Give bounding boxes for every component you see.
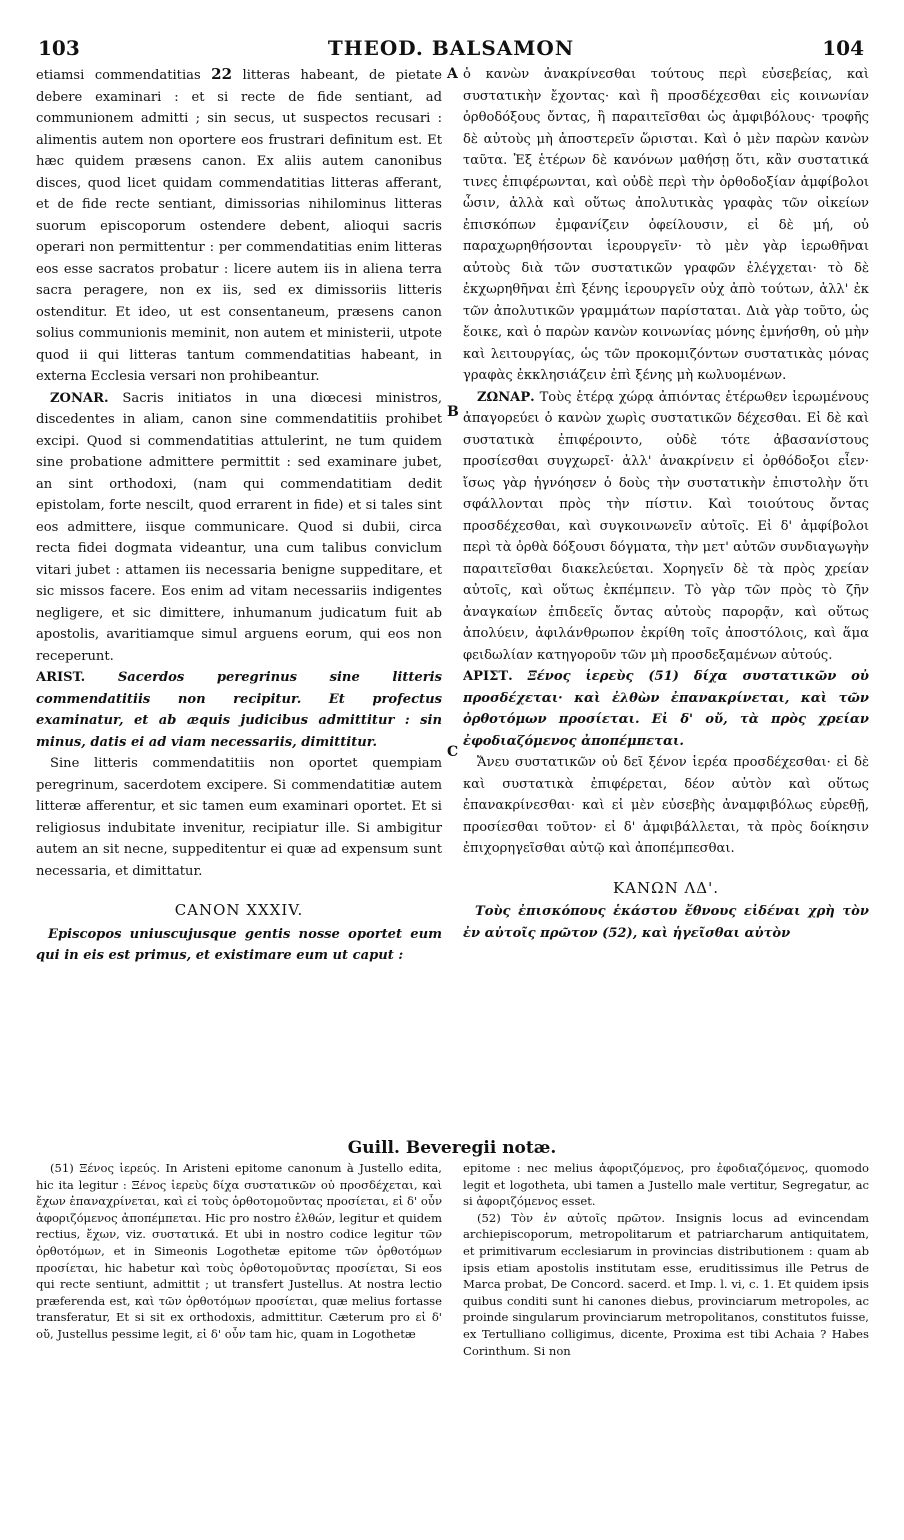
arist-label-greek: ΑΡΙΣΤ. [463, 669, 513, 684]
canon-text-greek: Τοὺς ἐπισκόπους ἑκάστου ἔθνους εἰδέναι χρὴ τὸν ἐν αὐτοῖς πρῶτον (52), καὶ ἡγεῖσθαι αὐτὸν [463, 904, 869, 941]
page-header [38, 36, 864, 60]
latin-paragraph-1: etiamsi commendatitias 22 litteras habeant, de pietate debere examinari : et si recte de fide sentiant, ad communionem admitti ; sin secus, ut suspectos recusari : alimentis autem non oportere eos frustrari definitum est. Et hæc quidem præsens canon. Ex aliis autem canonibus disces, quod licet quidam commendatitias litteras afferant, et de fide recte sentiant, dimissorias nihilominus litteras suorum episcoporum ostendere debent, alioqui sacris operari non permittentur : per commendatitias enim litteras eos esse sacratos probatur : licere autem iis in aliena terra sacra peragere, non ex iis, sed ex dimissoriis litteris ostenditur. Et ideo, ut est consentaneum, præsens canon solius communionis meminit, non autem et ministerii, utpote quod ii qui litteras tantum commendatitias habeant, in externa Ecclesia versari non prohibeantur. [36, 65, 442, 384]
zonar-label-greek: ΖΩΝΑΡ. [477, 389, 535, 405]
margin-letter-c: C [447, 744, 459, 760]
zonar-label: ZONAR. [50, 390, 109, 406]
greek-column [463, 64, 869, 1136]
canon-title-greek: ΚΑΝΩΝ ΛΔ'. [612, 878, 720, 897]
greek-arist-paragraph: ΑΡΙΣΤ. Ξένος ἱερεὺς (51) δίχα συστατικῶν οὐ προσδέχεται· καὶ ἐλθὼν ἐπανακρίνεται, καὶ τῶν ὀρθοτόμων προσίεται. Εἰ δ' οὔ, τὰ πρὸς χρείαν ἐφοδιαζόμενος ἀποπέμπεται. [463, 669, 869, 749]
greek-paragraph-1: ὁ κανὼν ἀνακρίνεσθαι τούτους περὶ εὐσεβείας, καὶ συστατικὴν ἔχοντας· καὶ ἢ προσδέχεσθαι εἰς κοινωνίαν ὀρθοδόξους ὄντας, ἢ παραιτεῖσθαι ὡς ἀμφιβόλους· τροφῆς δὲ αὐτοὺς μὴ ἀποστερεῖν ὥρισται. Καὶ ὁ μὲν παρὼν κανὼν ταῦτα. Ἐξ ἑτέρων δὲ κανόνων μαθήσῃ ὅτι, κἂν συστατικά τινες ἐπιφέρωνται, καὶ οὐδὲ περὶ τὴν ὀρθοδοξίαν ἀμφίβολοι ὦσιν, ἀλλὰ καὶ οὕτως ἀπολυτικὰς γραφὰς τῶν οἰκείων ἐπισκόπων ἐμφανίζειν ὀφείλουσιν, εἰ δὲ μή, οὐ παραχωρηθήσονται ἱερουργεῖν· τὸ μὲν γὰρ ἱερωθῆναι αὐτοὺς διὰ τῶν συστατικῶν γραφῶν ἐλέγχεται· τὸ δὲ ἐκχωρηθῆναι ἐπὶ ξένης ἱερουργεῖν οὐχ ἀπὸ τούτων, ἀλλ' ἐκ τῶν ἀπολυτικῶν γραμμάτων παρίσταται. Διὰ γὰρ τοῦτο, ὡς ἔοικε, καὶ ὁ παρὼν κανὼν κοινωνίας μόνης ἐμνήσθη, οὐ μὴν καὶ λειτουργίας, ὡς τῶν προκομιζόντων συστατικὰς μόνας γραφὰς ἐκκλησιάζειν ἐπὶ ξένης μὴ κωλυομένων. [463, 67, 869, 383]
canon-title-latin: CANON XXXIV. [174, 901, 304, 919]
arist-label: ARIST. [36, 670, 86, 685]
latin-sine-paragraph: Sine litteris commendatitiis non oportet quempiam peregrinum, sacerdotem excipere. Si commendatitiæ autem litteræ afferentur, et sic tamen eum examinari oportet. Et si religiosus indubitate invenitur, recipiatur ille. Si ambigitur autem an sit necne, suppeditentur ei quæ ad expensum sunt necessaria, et dimittatur. [36, 756, 442, 879]
notes-left-column [36, 1160, 442, 1532]
inline-footnote-number: 22 [211, 65, 233, 83]
running-title: THEOD. BALSAMON [327, 36, 575, 60]
greek-zonar-paragraph: ΖΩΝΑΡ. Τοὺς ἑτέρᾳ χώρᾳ ἀπιόντας ἑτέρωθεν ἱερωμένους ἀπαγορεύει ὁ κανὼν χωρὶς συστατικῶν δέχεσθαι. Εἰ δὲ καὶ συστατικὰ ἐπιφέροιντο, οὐδὲ τότε ἀβασανίστους προσίεσθαι συγχωρεῖ· ἀλλ' ἀνακρίνειν εἰ ὀρθόδοξοι εἶεν· ἴσως γὰρ ἠγνόησεν ὁ δοὺς τὴν συστατικὴν ἐπιστολὴν ὅτι σφάλλονται πρὸς τὴν πίστιν. Καὶ τοιούτους ὄντας προσδέχεσθαι, καὶ συγκοινωνεῖν αὐτοῖς. Εἰ δ' ἀμφίβολοι περὶ τὰ ὀρθὰ δόξουσι δόγματα, τὴν μετ' αὐτῶν συνδιαγωγὴν παραιτεῖσθαι διακελεύεται. Χορηγεῖν δὲ τὰ πρὸς χρείαν αὐτοῖς, καὶ οὕτως ἐκπέμπειν. Τὸ γὰρ τῶν πρὸς τὸ ζῆν ἀναγκαίων ἐπιδεεῖς ὄντας αὐτοὺς παρορᾷν, καὶ οὕτως ἀπολύειν, ἀφιλάνθρωπον ἐκρίθη τοῖς ἀποστόλοις, καὶ ἅμα φειδωλίαν κατηγοροῦν τῶν μὴ προσδεξαμένων αὐτούς. [463, 389, 869, 663]
page-number-right: 104 [822, 36, 864, 60]
note-51: (51) Ξένος ἱερεύς. In Aristeni epitome canonum à Justello edita, hic ita legitur : Ξένος ἱερεὺς δίχα συστατικῶν οὐ προσδέχεται, καὶ ἔχων ἐπαναχρίνεται, καὶ εἰ τοὺς ὀρθοτομοῦντας προσίεται, εἰ δ' οὖν ἀφοριζόμενος ἀποπέμπεται. Hic pro nostro ἐλθών, legitur et quidem rectius, ἔχων, viz. συστατικά. Et ubi in nostro codice legitur τῶν ὀρθοτόμων, et in Simeonis Logothetæ epitome τῶν ὀρθοτόμων προσίεται, hic habetur καὶ τοὺς ὀρθοτομοῦντας προσίεται, Si eos qui recte sentiunt, admittit ; ut transfert Justellus. At nostra lectio præferenda est, καὶ τῶν ὀρθοτόμων προσίεται, quæ melius fortasse transferatur, Et si sit ex orthodoxis, admittitur. Cæterum pro εἰ δ' οὔ, Justellus pessime legit, εἰ δ' οὖν tam hic, quam in Logothetæ [36, 1161, 442, 1341]
canon-text-latin: Episcopos uniuscujusque gentis nosse oportet eum qui in eis est primus, et existimare eum ut caput : [36, 926, 442, 963]
margin-letter-b: B [447, 404, 459, 420]
latin-zonar-paragraph: ZONAR. Sacris initiatos in una diœcesi ministros, discedentes in aliam, canon sine commendatitiis prohibet excipi. Quod si commendatitias attulerint, ne tum quidem sine probatione admittere permittit : sed examinare jubet, an sint orthodoxi, (nam qui commendatitiam dedit epistolam, forte nescilt, quod errarent in fide) et si tales sint eos admittere, iisque communicare. Quod si dubii, circa recta fidei dogmata videantur, una cum talibus conviclum vitari jubet : attamen iis necessaria benigne suppeditare, et sic missos facere. Eos enim ad vitam necessariis indigentes negligere, et sic dimittere, inhumanum judicatum fuit ab apostolis, avaritiamque simul arguens eorum, qui eos non receperunt. [36, 390, 442, 664]
latin-column [36, 64, 442, 1136]
greek-aneu-paragraph: Ἄνευ συστατικῶν οὐ δεῖ ξένον ἱερέα προσδέχεσθαι· εἰ δὲ καὶ συστατικὰ ἐπιφέρεται, δέον αὐτὸν καὶ οὕτως ἐπανακρίνεσθαι· καὶ εἰ μὲν εὐσεβὴς ἀναμφιβόλως εὑρεθῇ, προσίεσθαι τοῦτον· εἰ δ' ἀμφιβάλλεται, τὰ πρὸς δοίκησιν ἐπιχορηγεῖσθαι αὐτῷ καὶ ἀποπέμπεσθαι. [463, 755, 869, 856]
notes-right-column [463, 1160, 869, 1532]
notes-title: Guill. Beveregii notæ. [347, 1138, 557, 1158]
latin-arist-paragraph: ARIST. Sacerdos peregrinus sine litteris commendatitiis non recipitur. Et profectus examinatur, et ab æquis judicibus admittitur : sin minus, datis ei ad viam necessariis, dimittitur. [36, 670, 442, 750]
note-52: (52) Τὸν ἐν αὐτοῖς πρῶτον. Insignis locus ad evincendam archiepiscoporum, metropolitarum et patriarcharum antiquitatem, et primitivarum ecclesiarum in provincias distributionem : quam ab ipsis etiam apostolis institutam esse, eruditissimus ille Petrus de Marca probat, De Concord. sacerd. et Imp. l. vi, c. 1. Et quidem ipsis quibus conditi sunt hi canones diebus, provinciarum metropoles, ac proinde singularum provinciarum metropolitanos, constitutos fuisse, ex Tertulliano colligimus, dicente, Proxima est tibi Achaia ? Habes Corinthum. Si non [463, 1210, 869, 1358]
margin-letter-a: A [447, 66, 458, 82]
note-51-continued: epitome : nec melius ἀφοριζόμενος, pro ἐφοδιαζόμενος, quomodo legit et logotheta, ubi tamen a Justello male vertitur, Segregatur, ac si ἀφοριζόμενος esset. [463, 1161, 869, 1209]
page-number-left: 103 [38, 36, 80, 60]
